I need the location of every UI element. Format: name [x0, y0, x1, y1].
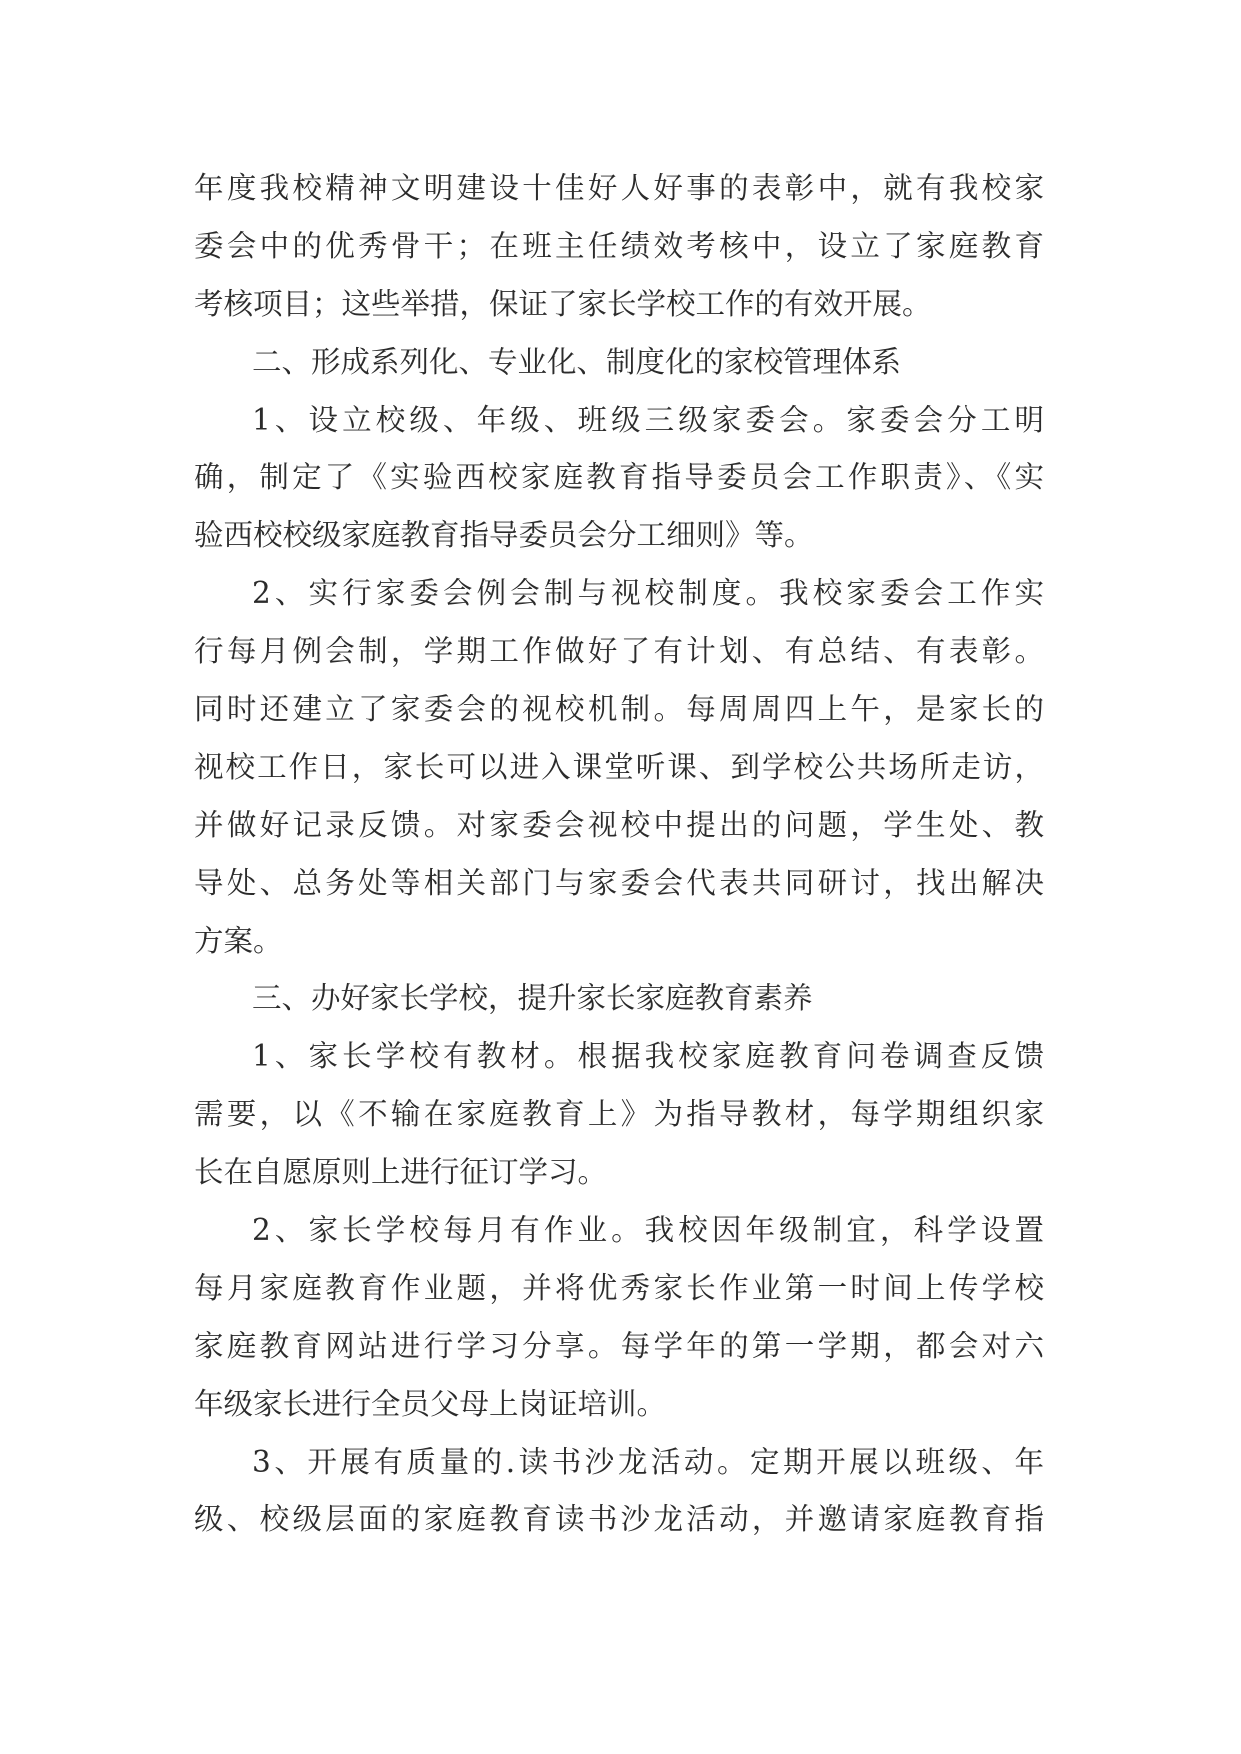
paragraph-start-line: 1、设立校级、年级、班级三级家委会。家委会分工明 — [252, 402, 1044, 437]
text-line: 委会中的优秀骨干；在班主任绩效考核中，设立了家庭教育 — [194, 228, 1044, 263]
section-heading: 二、形成系列化、专业化、制度化的家校管理体系 — [252, 344, 902, 379]
document-body — [194, 160, 1044, 1549]
text-line: 年度我校精神文明建设十佳好人好事的表彰中，就有我校家 — [194, 171, 1044, 205]
text-line: 需要，以《不输在家庭教育上》为指导教材，每学期组织家 — [194, 1097, 1044, 1132]
text-line: 考核项目；这些举措，保证了家长学校工作的有效开展。 — [194, 286, 932, 321]
paragraph-start-line: 1、家长学校有教材。根据我校家庭教育问卷调查反馈 — [252, 1039, 1044, 1074]
text-line: 年级家长进行全员父母上岗证培训。 — [194, 1386, 667, 1421]
text-line: 方案。 — [194, 923, 283, 958]
paragraph-start-line: 2、家长学校每月有作业。我校因年级制宜，科学设置 — [252, 1213, 1044, 1248]
text-line: 验西校校级家庭教育指导委员会分工细则》等。 — [194, 518, 814, 553]
text-line: 并做好记录反馈。对家委会视校中提出的问题，学生处、教 — [194, 807, 1044, 842]
text-line: 每月家庭教育作业题，并将优秀家长作业第一时间上传学校 — [194, 1270, 1044, 1305]
text-line: 长在自愿原则上进行征订学习。 — [194, 1155, 608, 1190]
paragraph-start-line: 3、开展有质量的.读书沙龙活动。定期开展以班级、年 — [252, 1444, 1044, 1479]
text-line: 视校工作日，家长可以进入课堂听课、到学校公共场所走访， — [194, 749, 1044, 784]
paragraph-start-line: 2、实行家委会例会制与视校制度。我校家委会工作实 — [252, 576, 1044, 611]
text-line: 行每月例会制，学期工作做好了有计划、有总结、有表彰。 — [194, 634, 1044, 669]
text-line: 级、校级层面的家庭教育读书沙龙活动，并邀请家庭教育指 — [194, 1502, 1044, 1537]
text-line: 确，制定了《实验西校家庭教育指导委员会工作职责》、《实 — [194, 460, 1044, 495]
section-heading: 三、办好家长学校，提升家长家庭教育素养 — [252, 981, 813, 1016]
text-line: 同时还建立了家委会的视校机制。每周周四上午，是家长的 — [194, 692, 1044, 727]
text-line: 家庭教育网站进行学习分享。每学年的第一学期，都会对六 — [194, 1328, 1044, 1363]
text-line: 导处、总务处等相关部门与家委会代表共同研讨，找出解决 — [194, 865, 1044, 900]
